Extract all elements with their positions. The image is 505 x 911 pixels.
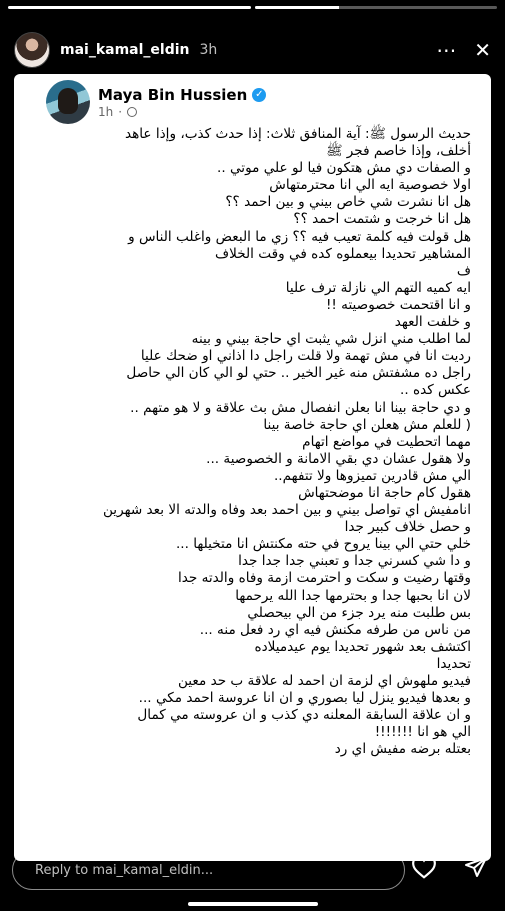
story-header <box>14 30 491 70</box>
post-name-row <box>98 86 266 104</box>
post-line: لان انا بحبها جدا و بحترمها جدا الله يرحمها <box>235 587 471 604</box>
reply-input[interactable] <box>33 862 404 879</box>
post-line: بس طلبت منه يرد جزء من الي بيحصلي <box>247 604 471 621</box>
progress-segment <box>8 6 251 9</box>
close-icon[interactable]: ✕ <box>474 38 491 62</box>
post-line: و الصفات دي مش هتكون فيا لو علي موتي .. <box>217 160 471 177</box>
post-line: عكس كده .. <box>400 382 471 399</box>
post-line: اكتشف بعد شهور تحديدا يوم عيدميلاده <box>254 638 471 655</box>
post-line: وقتها رضيت و سكت و احترمت ازمة وفاه والدته جدا <box>177 570 471 587</box>
progress-fill <box>8 6 251 9</box>
post-line: ايه كميه التهم الي نازلة ترف عليا <box>285 279 471 296</box>
post-line: و خلفت العهد <box>394 314 471 331</box>
reply-bar <box>12 850 405 890</box>
post-line: راجل ده مشفتش منه غير الخير .. حتي لو الي كان الي حاصل <box>126 365 471 382</box>
post-line: هل انا خرجت و شتمت احمد ؟؟ <box>293 211 471 228</box>
post-line: بعتله برضه مفيش اي رد <box>334 741 471 758</box>
post-time: 1h <box>98 104 114 119</box>
bottom-actions <box>411 855 489 883</box>
header-actions <box>436 40 491 60</box>
post-line: من ناس من طرفه مكنش فيه اي رد فعل منه ... <box>199 621 471 638</box>
avatar[interactable] <box>14 32 50 68</box>
post-line: ( للعلم مش هعلن اي حاجة خاصة بينا <box>263 416 471 433</box>
post-line: الي هو انا !!!!!!! <box>374 724 471 741</box>
post-text <box>28 126 471 758</box>
post-line: و دا شي كسرني جدا و تعبني جدا جدا جدا <box>238 553 471 570</box>
post-line: لما اطلب مني انزل شي يثبت اي حاجة بيني و بينه <box>191 331 471 348</box>
shared-post-card[interactable] <box>14 74 491 861</box>
post-line: تحديدا <box>436 655 471 672</box>
post-header <box>46 80 266 124</box>
post-line: و بعدها فيديو ينزل ليا بصوري و ان انا عروسة احمد مكي ... <box>138 690 471 707</box>
more-dots-icon[interactable]: ⋯ <box>436 38 457 62</box>
story-progress <box>8 6 497 9</box>
post-line: المشاهير تحديدا بيعملوه كده في وقت الخلاف <box>215 245 471 262</box>
post-line: هل انا نشرت شي خاص بيني و بين احمد ؟؟ <box>225 194 471 211</box>
post-line: رديت انا في مش تهمة ولا قلت راجل دا اذاني او ضحك عليا <box>140 348 471 365</box>
post-line: حديث الرسول ﷺ: آية المنافق ثلاث: إذا حدث كذب، وإذا عاهد <box>124 126 471 142</box>
post-line: انامفيش اي تواصل بيني و بين احمد بعد وفاه والدته الا بعد شهرين <box>102 502 471 519</box>
verified-badge-icon: ✓ <box>252 88 266 102</box>
post-line: خلي حتي الي بينا يروح في حته مكنتش انا متخيلها ... <box>175 536 471 553</box>
post-avatar <box>46 80 90 124</box>
post-line: ف <box>456 262 471 279</box>
post-line: هقول كام حاجة انا موضحتهاش <box>298 484 471 501</box>
post-line: و دي حاجة بينا انا بعلن انفصال مش بث علاقة و لا هو متهم .. <box>130 399 471 416</box>
post-line: و حصل خلاف كبير جدا <box>344 519 471 536</box>
progress-segment <box>255 6 498 9</box>
post-line: و ان علاقة السابقة المعلنه دي كذب و ان عروسته مي كمال <box>137 707 471 724</box>
post-line: ولا هقول عشان دي بقي الامانة و الخصوصية ... <box>206 450 471 467</box>
globe-icon <box>127 107 137 117</box>
post-meta <box>98 86 266 119</box>
post-line: أخلف، وإذا خاصم فجر ﷺ <box>326 143 471 160</box>
post-line: اولا خصوصية ايه الي انا محترمتهاش <box>269 177 471 194</box>
post-author: Maya Bin Hussien <box>98 85 248 104</box>
post-line: هل قولت فيه كلمة تعيب فيه ؟؟ زي ما البعض واغلب الناس و <box>128 228 471 245</box>
post-line: و انا اقتحمت خصوصيته !! <box>325 296 471 313</box>
home-indicator <box>188 902 318 906</box>
story-time: 3h <box>199 42 218 58</box>
post-line: الي مش قادرين تميزوها ولا تتفهم.. <box>273 467 471 484</box>
progress-fill <box>255 6 340 9</box>
post-line: مهما اتحطيت في مواضع اتهام <box>302 433 471 450</box>
send-icon[interactable] <box>463 855 489 883</box>
post-line: فيديو ملهوش اي لزمة ان احمد له علاقة ب حد معين <box>177 673 471 689</box>
post-time-row <box>98 105 266 119</box>
story-username[interactable]: mai_kamal_eldin <box>60 42 190 58</box>
heart-icon[interactable] <box>411 855 437 883</box>
dot-separator: · <box>118 104 123 119</box>
